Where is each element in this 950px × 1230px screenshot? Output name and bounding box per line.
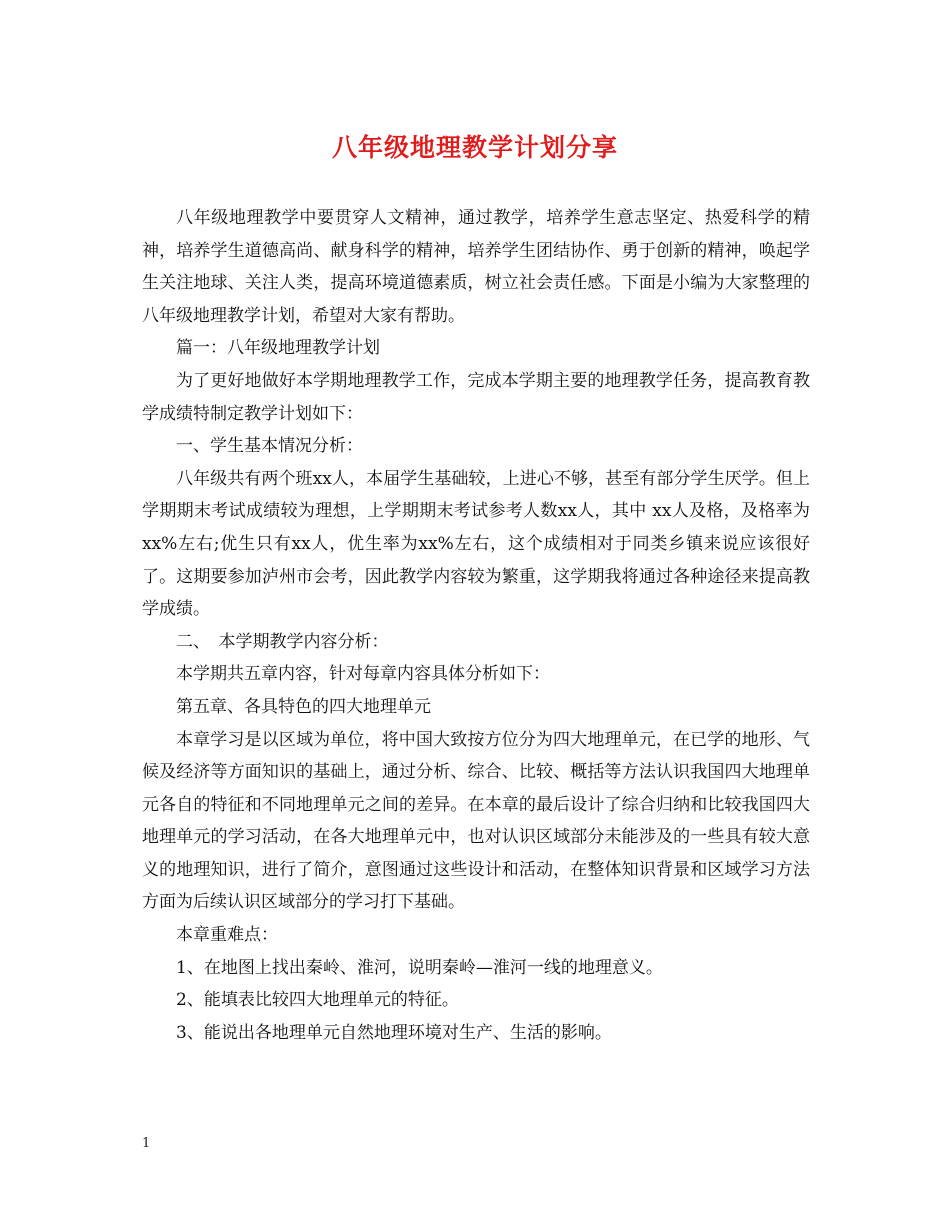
paragraph-key-point-3: 3、能说出各地理单元自然地理环境对生产、生活的影响。 <box>176 1022 612 1043</box>
paragraph-students-analysis: 八年级共有两个班xx人，本届学生基础较，上进心不够，甚至有部分学生厌学。但上学期期末考试成绩较为理想，上学期期末考试参考人数xx人，其中 xx人及格，及格率为xx%左右;优生只有xx人，优生率为xx%左右，这个成绩相对于同类乡镇来说应该很好了。这期要参加泸州市会考，因此教学内容较为繁重，这学期我将通过各种途径来提高教学成绩。 <box>142 468 810 620</box>
paragraph-key-point-2: 2、能填表比较四大地理单元的特征。 <box>176 990 459 1011</box>
paragraph-purpose: 为了更好地做好本学期地理教学工作，完成本学期主要的地理教学任务，提高教育教学成绩特制定教学计划如下： <box>142 370 810 424</box>
paragraph-key-points-heading: 本章重难点： <box>176 925 278 946</box>
document-body <box>142 202 810 1049</box>
paragraph-section-heading: 篇一：八年级地理教学计划 <box>176 338 380 359</box>
paragraph-chapter-description: 本章学习是以区域为单位，将中国大致按方位分为四大地理单元，在已学的地形、气候及经济等方面知识的基础上，通过分析、综合、比较、概括等方法认识我国四大地理单元各自的特征和不同地理单元之间的差异。在本章的最后设计了综合归纳和比较我国四大地理单元的学习活动，在各大地理单元中，也对认识区域部分未能涉及的一些具有较大意义的地理知识，进行了简介，意图通过这些设计和活动，在整体知识背景和区域学习方法方面为后续认识区域部分的学习打下基础。 <box>142 729 810 913</box>
paragraph-intro: 八年级地理教学中要贯穿人文精神，通过教学，培养学生意志坚定、热爱科学的精神，培养学生道德高尚、献身科学的精神，培养学生团结协作、勇于创新的精神，唤起学生关注地球、关注人类，提高环境道德素质，树立社会责任感。下面是小编为大家整理的八年级地理教学计划，希望对大家有帮助。 <box>142 208 810 326</box>
paragraph-heading-content: 二、 本学期教学内容分析： <box>176 631 389 652</box>
paragraph-heading-students: 一、学生基本情况分析： <box>176 436 363 457</box>
page-number: 1 <box>142 1136 151 1151</box>
paragraph-content-overview: 本学期共五章内容，针对每章内容具体分析如下： <box>176 664 550 685</box>
paragraph-chapter-title: 第五章、各具特色的四大地理单元 <box>176 696 431 717</box>
paragraph-key-point-1: 1、在地图上找出秦岭、淮河，说明秦岭—淮河一线的地理意义。 <box>176 957 663 978</box>
document-title: 八年级地理教学计划分享 <box>331 133 618 162</box>
